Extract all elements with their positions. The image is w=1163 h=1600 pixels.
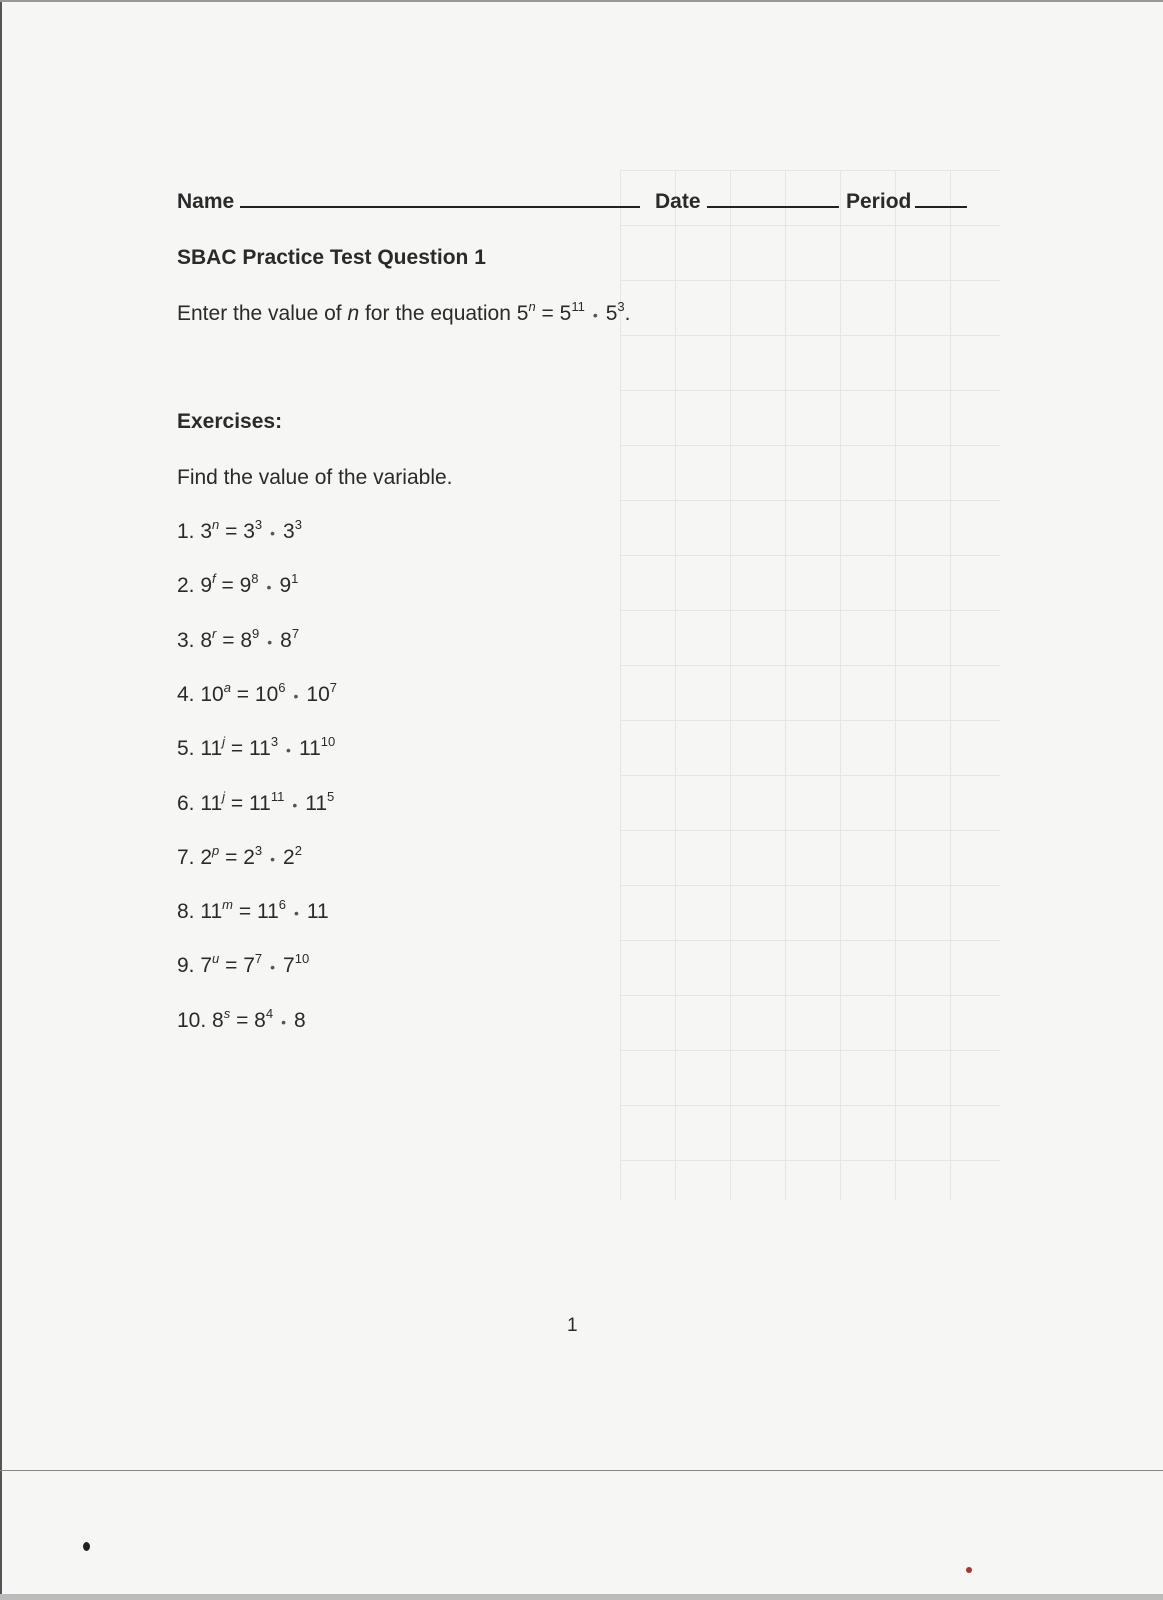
scan-edge-left	[0, 0, 2, 1600]
exercise-item	[177, 517, 302, 544]
multiply-dot: •	[294, 905, 299, 922]
term1-exponent: 6	[278, 679, 286, 695]
name-field	[177, 190, 640, 214]
term1-exponent: 3	[254, 517, 263, 532]
question-text	[177, 299, 631, 326]
exercise-base: 11	[200, 900, 223, 924]
exercise-number: 2.	[177, 574, 195, 598]
term2-exponent: 10	[320, 734, 336, 750]
multiply-dot: •	[292, 796, 298, 813]
exercise-item	[177, 788, 335, 816]
exercise-number: 8.	[177, 900, 195, 924]
term2-base: 2	[283, 845, 295, 869]
scan-speck	[83, 1542, 90, 1551]
exercise-number: 6.	[177, 791, 195, 815]
multiply-dot: •	[270, 850, 276, 867]
exercise-variable: r	[212, 625, 217, 641]
exercise-base: 7	[200, 954, 213, 978]
term2-exponent: 3	[294, 517, 302, 532]
term2-exponent: 10	[294, 951, 310, 967]
exercise-number: 3.	[177, 628, 195, 652]
term2-exponent: 7	[329, 679, 337, 695]
exercise-variable: f	[212, 571, 216, 587]
term1-base: 9	[239, 574, 252, 598]
date-field	[655, 190, 839, 214]
period-field	[846, 190, 967, 214]
equals-sign: =	[219, 520, 244, 543]
multiply-dot: •	[267, 633, 273, 650]
term2-base: 11	[298, 737, 321, 761]
multiply-dot: •	[281, 1013, 286, 1030]
date-blank[interactable]	[707, 205, 839, 208]
exercise-variable: s	[223, 1005, 231, 1021]
equals-sign: =	[219, 954, 244, 978]
q-exp: n	[528, 299, 536, 314]
exercise-number: 1.	[177, 520, 195, 543]
q-e1: 11	[571, 299, 585, 314]
multiply-dot: •	[270, 525, 276, 541]
exercise-variable: n	[212, 517, 220, 532]
term2-exponent: 7	[291, 625, 300, 641]
scan-edge-top	[0, 0, 1163, 2]
equals-sign: =	[225, 737, 249, 761]
exercise-number: 4.	[177, 682, 195, 706]
term1-exponent: 3	[270, 734, 279, 750]
exercise-base: 11	[200, 791, 223, 815]
term2-base: 3	[283, 520, 295, 543]
equals-sign: =	[233, 900, 257, 924]
equals-sign: =	[230, 1008, 255, 1032]
equals-sign: =	[219, 845, 244, 869]
term2-base: 11	[305, 791, 328, 815]
period-label: Period	[846, 190, 912, 213]
exercise-variable: u	[212, 951, 220, 967]
equals-sign: =	[216, 628, 241, 652]
q-b1: 5	[559, 302, 572, 325]
multiply-dot: •	[270, 959, 276, 976]
exercise-item	[177, 625, 300, 653]
term1-base: 2	[243, 845, 255, 869]
exercise-number: 10.	[177, 1008, 207, 1032]
exercise-item	[177, 734, 336, 761]
scan-edge-bottom	[0, 1594, 1163, 1600]
multiply-dot: •	[286, 742, 291, 759]
q-prefix: Enter the value of	[177, 302, 348, 325]
q-dot: •	[592, 307, 598, 323]
term1-exponent: 6	[278, 897, 286, 913]
term1-base: 7	[243, 954, 255, 978]
term1-base: 11	[249, 737, 271, 761]
term2-exponent: 5	[327, 788, 335, 804]
term2-base: 11	[306, 900, 329, 924]
page-title: SBAC Practice Test Question 1	[177, 246, 486, 269]
period-blank[interactable]	[915, 205, 967, 208]
exercise-item	[177, 951, 310, 978]
term1-exponent: 8	[251, 571, 259, 587]
term1-base: 11	[256, 900, 279, 924]
q-b2: 5	[605, 302, 618, 325]
q-base: 5	[516, 302, 529, 325]
exercise-item	[177, 897, 329, 924]
exercise-variable: a	[223, 679, 231, 695]
exercise-number: 9.	[177, 954, 195, 978]
page-number: 1	[567, 1315, 578, 1336]
term2-base: 8	[280, 628, 292, 652]
exercises-heading: Exercises:	[177, 410, 283, 433]
term1-base: 8	[254, 1008, 266, 1032]
term2-exponent: 1	[291, 571, 299, 587]
q-middle: for the equation	[359, 302, 517, 325]
exercise-variable: p	[212, 842, 220, 858]
term2-exponent: 2	[294, 842, 302, 858]
term1-exponent: 9	[252, 625, 260, 641]
name-label: Name	[177, 190, 235, 213]
equals-sign: =	[225, 791, 249, 815]
equals-sign: =	[215, 574, 240, 598]
term2-base: 8	[294, 1008, 306, 1032]
q-e2: 3	[617, 299, 625, 314]
q-var: n	[347, 302, 360, 325]
exercise-variable: j	[222, 734, 226, 750]
term1-exponent: 7	[254, 951, 263, 967]
exercise-base: 11	[200, 737, 223, 761]
term1-exponent: 3	[254, 842, 263, 858]
term2-base: 7	[283, 954, 295, 978]
term1-exponent: 4	[265, 1005, 274, 1021]
exercise-base: 9	[200, 574, 213, 598]
exercise-base: 10	[200, 682, 224, 706]
term2-base: 10	[306, 682, 330, 706]
exercise-number: 5.	[177, 737, 195, 761]
term1-base: 10	[254, 682, 279, 706]
term1-exponent: 11	[270, 788, 285, 804]
exercise-base: 8	[212, 1008, 224, 1032]
date-label: Date	[655, 190, 701, 213]
scan-speck	[966, 1567, 972, 1573]
exercise-base: 8	[200, 628, 213, 652]
exercise-variable: m	[222, 897, 234, 913]
bleed-through-grid	[620, 170, 1000, 1200]
exercise-item	[177, 679, 337, 707]
exercise-item	[177, 1005, 306, 1033]
exercise-item	[177, 842, 302, 870]
multiply-dot: •	[293, 687, 299, 704]
equals-sign: =	[230, 682, 255, 706]
term1-base: 3	[243, 520, 255, 543]
term1-base: 8	[240, 628, 253, 652]
term1-base: 11	[249, 791, 271, 815]
exercise-variable: j	[222, 788, 226, 804]
exercise-number: 7.	[177, 845, 195, 869]
exercise-base: 2	[200, 845, 213, 869]
scan-line	[0, 1470, 1163, 1471]
q-eq: =	[535, 302, 560, 325]
exercise-base: 3	[200, 520, 213, 543]
name-blank[interactable]	[240, 205, 640, 208]
term2-base: 9	[279, 574, 292, 598]
instructions: Find the value of the variable.	[177, 466, 453, 489]
multiply-dot: •	[266, 579, 272, 596]
q-suffix: .	[624, 302, 631, 325]
exercise-item	[177, 571, 299, 598]
